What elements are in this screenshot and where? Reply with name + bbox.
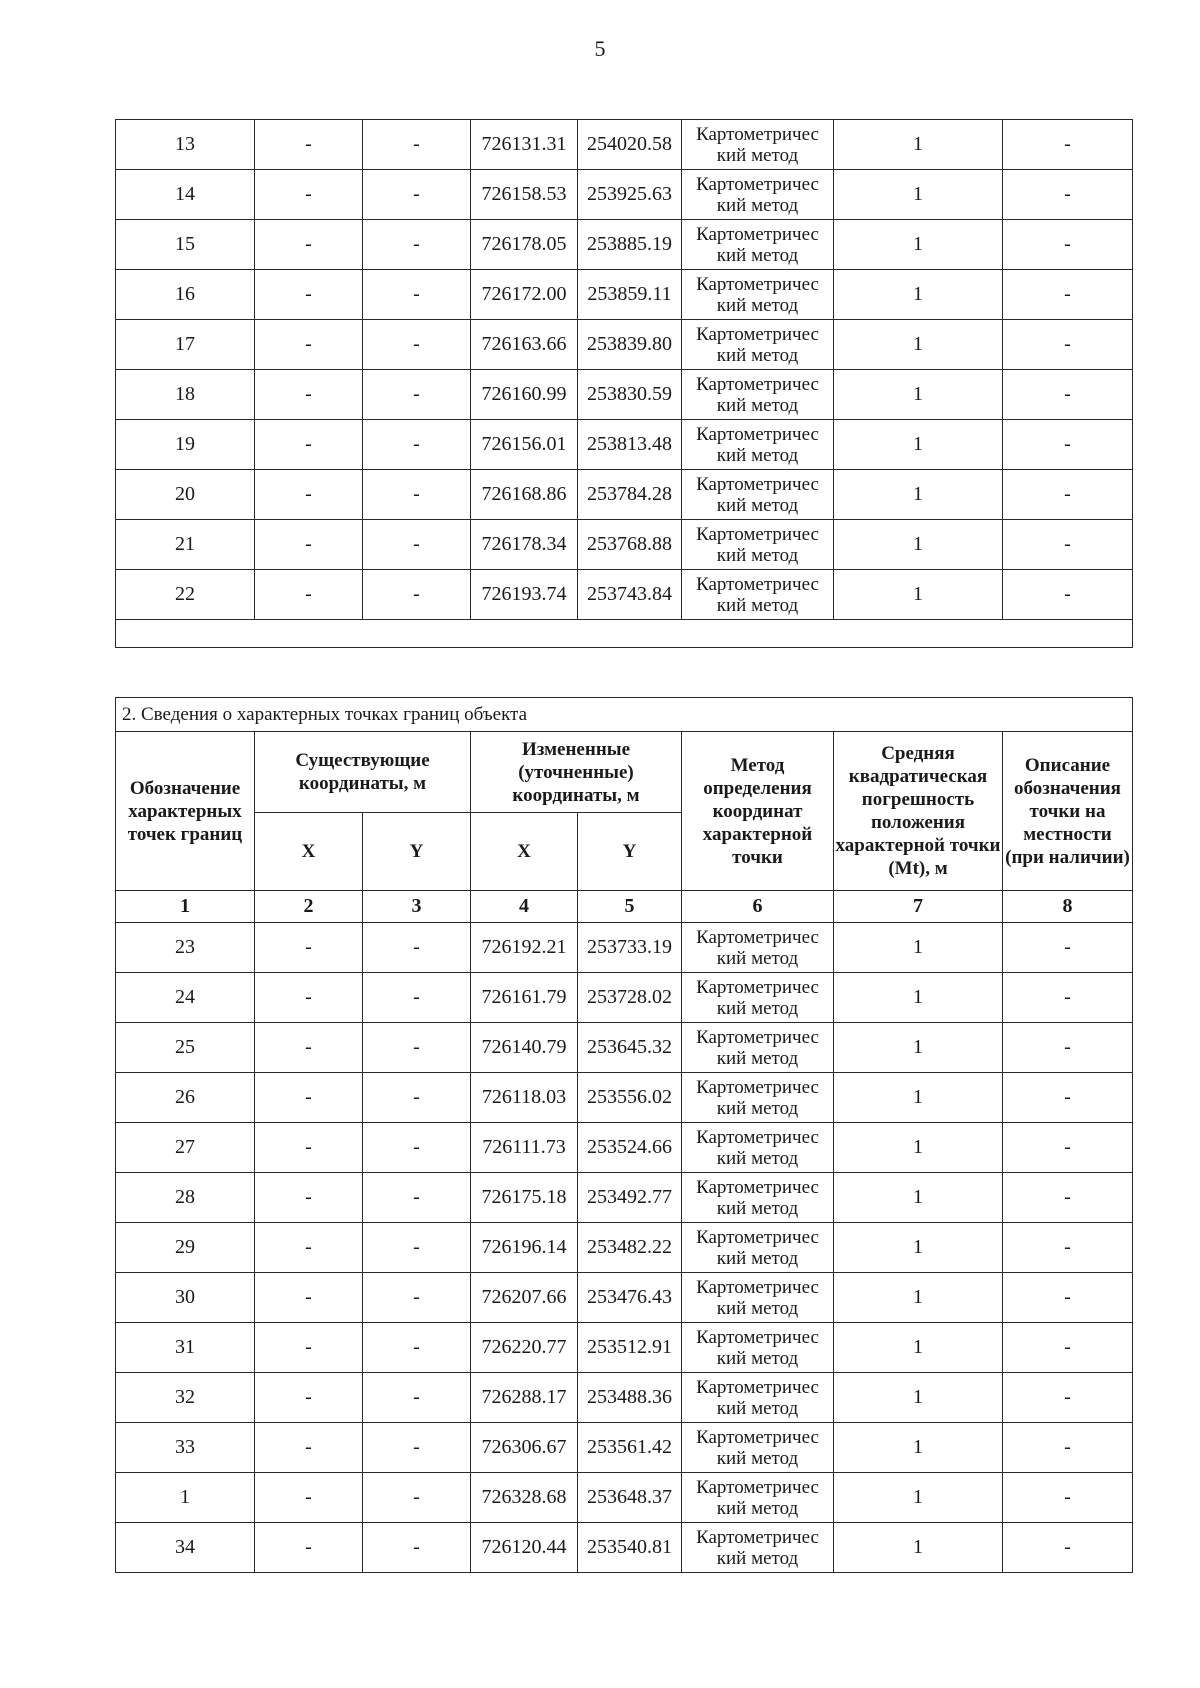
cell-existing-x: - [255, 170, 363, 220]
method-text-line: кий метод [716, 1147, 799, 1169]
cell-changed-x: 726288.17 [471, 1373, 578, 1423]
cell-changed-y: 253743.84 [578, 570, 682, 620]
cell-point: 15 [116, 220, 255, 270]
cell-existing-y: - [363, 1123, 471, 1173]
cell-mean-error: 1 [834, 1273, 1003, 1323]
table-row [116, 120, 1133, 170]
table-row [116, 1473, 1133, 1523]
cell-existing-y: - [363, 320, 471, 370]
cell-description: - [1003, 1373, 1133, 1423]
cell-method [682, 320, 834, 370]
cell-method [682, 1373, 834, 1423]
cell-description: - [1003, 923, 1133, 973]
method-text-line: Картометричес [696, 1226, 819, 1248]
method-text-line: Картометричес [696, 976, 819, 998]
method-text-line: Картометричес [696, 323, 819, 345]
column-number: 2 [255, 891, 363, 923]
method-text-line: кий метод [716, 997, 799, 1019]
cell-existing-x: - [255, 923, 363, 973]
empty-row [116, 620, 1133, 648]
cell-description: - [1003, 320, 1133, 370]
method-text-line: Картометричес [696, 173, 819, 195]
cell-changed-x: 726168.86 [471, 470, 578, 520]
method-text-line: Картометричес [696, 1376, 819, 1398]
table-row [116, 1073, 1133, 1123]
method-text-line: кий метод [716, 1097, 799, 1119]
cell-method [682, 370, 834, 420]
cell-changed-y: 253813.48 [578, 420, 682, 470]
cell-mean-error: 1 [834, 1073, 1003, 1123]
empty-cell [116, 620, 1133, 648]
cell-point: 31 [116, 1323, 255, 1373]
method-text-line: Картометричес [696, 1126, 819, 1148]
cell-point: 18 [116, 370, 255, 420]
cell-point: 17 [116, 320, 255, 370]
cell-changed-y: 253482.22 [578, 1223, 682, 1273]
cell-point: 1 [116, 1473, 255, 1523]
cell-changed-x: 726172.00 [471, 270, 578, 320]
cell-existing-y: - [363, 1373, 471, 1423]
cell-changed-y: 253733.19 [578, 923, 682, 973]
cell-changed-x: 726220.77 [471, 1323, 578, 1373]
method-text-line: Картометричес [696, 1326, 819, 1348]
cell-existing-x: - [255, 1173, 363, 1223]
cell-existing-y: - [363, 1473, 471, 1523]
cell-description: - [1003, 1473, 1133, 1523]
method-text-line: кий метод [716, 244, 799, 266]
cell-point: 32 [116, 1373, 255, 1423]
cell-method [682, 1523, 834, 1573]
cell-method [682, 120, 834, 170]
cell-changed-x: 726207.66 [471, 1273, 578, 1323]
cell-mean-error: 1 [834, 370, 1003, 420]
cell-existing-y: - [363, 1273, 471, 1323]
table-row [116, 570, 1133, 620]
cell-changed-y: 253885.19 [578, 220, 682, 270]
cell-point: 29 [116, 1223, 255, 1273]
cell-existing-y: - [363, 270, 471, 320]
cell-description: - [1003, 470, 1133, 520]
cell-existing-x: - [255, 270, 363, 320]
cell-method [682, 1073, 834, 1123]
table-row [116, 1123, 1133, 1173]
method-text-line: Картометричес [696, 523, 819, 545]
cell-method [682, 1023, 834, 1073]
cell-method [682, 1173, 834, 1223]
table-body [116, 923, 1133, 1573]
cell-point: 33 [116, 1423, 255, 1473]
cell-changed-x: 726178.05 [471, 220, 578, 270]
cell-method [682, 973, 834, 1023]
cell-existing-x: - [255, 370, 363, 420]
cell-point: 27 [116, 1123, 255, 1173]
page-number: 5 [594, 36, 606, 61]
method-text-line: кий метод [716, 1497, 799, 1519]
header-method: Метод определения координат характерной точки [682, 732, 834, 891]
cell-changed-y: 253784.28 [578, 470, 682, 520]
cell-description: - [1003, 1123, 1133, 1173]
column-number: 7 [834, 891, 1003, 923]
cell-existing-x: - [255, 973, 363, 1023]
cell-description: - [1003, 370, 1133, 420]
cell-changed-y: 253859.11 [578, 270, 682, 320]
cell-changed-x: 726161.79 [471, 973, 578, 1023]
table-body [116, 120, 1133, 648]
cell-existing-x: - [255, 1073, 363, 1123]
cell-mean-error: 1 [834, 420, 1003, 470]
method-text-line: Картометричес [696, 1276, 819, 1298]
header-description: Описание обозначения точки на местности (при наличии) [1003, 732, 1133, 891]
table-row [116, 1223, 1133, 1273]
coordinates-table-continued [115, 119, 1133, 648]
table-row [116, 1273, 1133, 1323]
cell-point: 23 [116, 923, 255, 973]
cell-changed-y: 253476.43 [578, 1273, 682, 1323]
cell-description: - [1003, 570, 1133, 620]
cell-method [682, 1123, 834, 1173]
header-changed-coordinates: Измененные (уточненные) координаты, м [471, 732, 682, 813]
cell-method [682, 270, 834, 320]
method-text-line: кий метод [716, 1197, 799, 1219]
cell-existing-x: - [255, 470, 363, 520]
cell-changed-y: 253512.91 [578, 1323, 682, 1373]
cell-method [682, 470, 834, 520]
header-existing-y: Y [363, 813, 471, 891]
method-text-line: кий метод [716, 1447, 799, 1469]
cell-changed-y: 253556.02 [578, 1073, 682, 1123]
cell-method [682, 420, 834, 470]
cell-point: 21 [116, 520, 255, 570]
cell-mean-error: 1 [834, 570, 1003, 620]
header-existing-coordinates: Существующие координаты, м [255, 732, 471, 813]
cell-changed-y: 253488.36 [578, 1373, 682, 1423]
cell-point: 34 [116, 1523, 255, 1573]
cell-method [682, 220, 834, 270]
cell-existing-x: - [255, 420, 363, 470]
column-number: 3 [363, 891, 471, 923]
method-text-line: кий метод [716, 394, 799, 416]
cell-mean-error: 1 [834, 923, 1003, 973]
cell-mean-error: 1 [834, 220, 1003, 270]
cell-mean-error: 1 [834, 520, 1003, 570]
method-text-line: Картометричес [696, 573, 819, 595]
column-number: 5 [578, 891, 682, 923]
method-text-line: кий метод [716, 1397, 799, 1419]
cell-mean-error: 1 [834, 270, 1003, 320]
cell-existing-y: - [363, 923, 471, 973]
method-text-line: Картометричес [696, 1526, 819, 1548]
cell-description: - [1003, 1073, 1133, 1123]
cell-existing-y: - [363, 973, 471, 1023]
cell-point: 30 [116, 1273, 255, 1323]
cell-existing-y: - [363, 1223, 471, 1273]
method-text-line: кий метод [716, 1347, 799, 1369]
cell-mean-error: 1 [834, 1473, 1003, 1523]
method-text-line: кий метод [716, 594, 799, 616]
cell-existing-y: - [363, 1173, 471, 1223]
cell-changed-x: 726306.67 [471, 1423, 578, 1473]
method-text-line: кий метод [716, 1247, 799, 1269]
cell-changed-x: 726192.21 [471, 923, 578, 973]
cell-changed-x: 726120.44 [471, 1523, 578, 1573]
method-text-line: Картометричес [696, 373, 819, 395]
cell-existing-x: - [255, 1373, 363, 1423]
cell-mean-error: 1 [834, 1123, 1003, 1173]
cell-changed-y: 253830.59 [578, 370, 682, 420]
method-text-line: Картометричес [696, 473, 819, 495]
cell-existing-x: - [255, 220, 363, 270]
cell-method [682, 1473, 834, 1523]
cell-changed-x: 726163.66 [471, 320, 578, 370]
cell-mean-error: 1 [834, 1223, 1003, 1273]
method-text-line: Картометричес [696, 1026, 819, 1048]
table-row [116, 923, 1133, 973]
cell-point: 25 [116, 1023, 255, 1073]
cell-method [682, 170, 834, 220]
cell-changed-y: 253728.02 [578, 973, 682, 1023]
cell-existing-x: - [255, 1223, 363, 1273]
table-row [116, 520, 1133, 570]
table-row [116, 973, 1133, 1023]
cell-description: - [1003, 120, 1133, 170]
table-row [116, 1373, 1133, 1423]
header-mean-error: Средняя квадратическая погрешность положения характерной точки (Mt), м [834, 732, 1003, 891]
cell-point: 26 [116, 1073, 255, 1123]
method-text-line: Картометричес [696, 273, 819, 295]
cell-changed-x: 726193.74 [471, 570, 578, 620]
cell-changed-x: 726160.99 [471, 370, 578, 420]
cell-method [682, 1223, 834, 1273]
cell-description: - [1003, 1023, 1133, 1073]
cell-method [682, 570, 834, 620]
header-changed-x: X [471, 813, 578, 891]
table-header [116, 698, 1133, 923]
cell-description: - [1003, 1523, 1133, 1573]
cell-mean-error: 1 [834, 1373, 1003, 1423]
cell-point: 19 [116, 420, 255, 470]
method-text-line: кий метод [716, 194, 799, 216]
table-row [116, 370, 1133, 420]
cell-changed-y: 253648.37 [578, 1473, 682, 1523]
method-text-line: Картометричес [696, 1476, 819, 1498]
cell-changed-x: 726196.14 [471, 1223, 578, 1273]
method-text-line: Картометричес [696, 926, 819, 948]
method-text-line: кий метод [716, 494, 799, 516]
cell-existing-x: - [255, 1323, 363, 1373]
cell-changed-y: 253561.42 [578, 1423, 682, 1473]
cell-changed-x: 726118.03 [471, 1073, 578, 1123]
cell-mean-error: 1 [834, 320, 1003, 370]
method-text-line: Картометричес [696, 223, 819, 245]
cell-existing-y: - [363, 370, 471, 420]
column-number: 8 [1003, 891, 1133, 923]
cell-point: 28 [116, 1173, 255, 1223]
cell-description: - [1003, 520, 1133, 570]
cell-existing-y: - [363, 570, 471, 620]
method-text-line: кий метод [716, 144, 799, 166]
cell-mean-error: 1 [834, 1423, 1003, 1473]
cell-point: 20 [116, 470, 255, 520]
cell-changed-y: 253839.80 [578, 320, 682, 370]
method-text-line: Картометричес [696, 1426, 819, 1448]
cell-changed-x: 726178.34 [471, 520, 578, 570]
cell-changed-y: 253492.77 [578, 1173, 682, 1223]
cell-mean-error: 1 [834, 1523, 1003, 1573]
cell-description: - [1003, 270, 1133, 320]
cell-existing-x: - [255, 120, 363, 170]
cell-changed-y: 253645.32 [578, 1023, 682, 1073]
cell-description: - [1003, 973, 1133, 1023]
cell-changed-x: 726140.79 [471, 1023, 578, 1073]
cell-description: - [1003, 220, 1133, 270]
table-row [116, 1173, 1133, 1223]
cell-existing-x: - [255, 1273, 363, 1323]
cell-changed-y: 253540.81 [578, 1523, 682, 1573]
cell-existing-y: - [363, 1423, 471, 1473]
cell-method [682, 520, 834, 570]
header-point-designation: Обозначение характерных точек границ [116, 732, 255, 891]
cell-existing-x: - [255, 1023, 363, 1073]
cell-mean-error: 1 [834, 120, 1003, 170]
cell-existing-y: - [363, 1523, 471, 1573]
cell-description: - [1003, 1223, 1133, 1273]
column-number: 1 [116, 891, 255, 923]
table-row [116, 270, 1133, 320]
cell-changed-x: 726111.73 [471, 1123, 578, 1173]
cell-mean-error: 1 [834, 973, 1003, 1023]
boundary-points-table [115, 697, 1133, 1573]
header-changed-y: Y [578, 813, 682, 891]
cell-changed-x: 726175.18 [471, 1173, 578, 1223]
cell-existing-y: - [363, 1023, 471, 1073]
cell-point: 13 [116, 120, 255, 170]
cell-existing-x: - [255, 1473, 363, 1523]
cell-existing-y: - [363, 120, 471, 170]
method-text-line: Картометричес [696, 1076, 819, 1098]
header-existing-x: X [255, 813, 363, 891]
column-number: 6 [682, 891, 834, 923]
section-caption: 2. Сведения о характерных точках границ объекта [116, 698, 1133, 732]
cell-existing-x: - [255, 1123, 363, 1173]
table-row [116, 1423, 1133, 1473]
method-text-line: кий метод [716, 544, 799, 566]
cell-point: 22 [116, 570, 255, 620]
table-row [116, 1523, 1133, 1573]
cell-description: - [1003, 1273, 1133, 1323]
method-text-line: кий метод [716, 1047, 799, 1069]
cell-changed-y: 253524.66 [578, 1123, 682, 1173]
cell-changed-y: 253768.88 [578, 520, 682, 570]
method-text-line: кий метод [716, 444, 799, 466]
table-row [116, 1023, 1133, 1073]
cell-existing-x: - [255, 520, 363, 570]
cell-changed-x: 726328.68 [471, 1473, 578, 1523]
method-text-line: Картометричес [696, 1176, 819, 1198]
cell-existing-x: - [255, 320, 363, 370]
cell-method [682, 1273, 834, 1323]
cell-existing-y: - [363, 420, 471, 470]
method-text-line: кий метод [716, 1547, 799, 1569]
method-text-line: кий метод [716, 947, 799, 969]
method-text-line: Картометричес [696, 423, 819, 445]
cell-existing-y: - [363, 220, 471, 270]
cell-mean-error: 1 [834, 170, 1003, 220]
cell-description: - [1003, 1173, 1133, 1223]
method-text-line: кий метод [716, 1297, 799, 1319]
cell-changed-x: 726158.53 [471, 170, 578, 220]
cell-description: - [1003, 1323, 1133, 1373]
cell-mean-error: 1 [834, 1023, 1003, 1073]
cell-point: 14 [116, 170, 255, 220]
cell-changed-x: 726156.01 [471, 420, 578, 470]
cell-mean-error: 1 [834, 1323, 1003, 1373]
table-row [116, 470, 1133, 520]
cell-existing-x: - [255, 1423, 363, 1473]
table-row [116, 170, 1133, 220]
cell-method [682, 1323, 834, 1373]
cell-changed-y: 254020.58 [578, 120, 682, 170]
method-text-line: кий метод [716, 344, 799, 366]
cell-existing-y: - [363, 170, 471, 220]
cell-mean-error: 1 [834, 470, 1003, 520]
table-row [116, 220, 1133, 270]
cell-method [682, 1423, 834, 1473]
cell-changed-x: 726131.31 [471, 120, 578, 170]
cell-existing-x: - [255, 1523, 363, 1573]
cell-point: 24 [116, 973, 255, 1023]
method-text-line: Картометричес [696, 123, 819, 145]
cell-description: - [1003, 420, 1133, 470]
cell-description: - [1003, 1423, 1133, 1473]
cell-method [682, 923, 834, 973]
cell-existing-y: - [363, 1073, 471, 1123]
cell-existing-x: - [255, 570, 363, 620]
cell-mean-error: 1 [834, 1173, 1003, 1223]
table-row [116, 1323, 1133, 1373]
column-number: 4 [471, 891, 578, 923]
cell-point: 16 [116, 270, 255, 320]
method-text-line: кий метод [716, 294, 799, 316]
table-row [116, 420, 1133, 470]
cell-description: - [1003, 170, 1133, 220]
cell-existing-y: - [363, 470, 471, 520]
table-row [116, 320, 1133, 370]
cell-existing-y: - [363, 520, 471, 570]
cell-existing-y: - [363, 1323, 471, 1373]
cell-changed-y: 253925.63 [578, 170, 682, 220]
